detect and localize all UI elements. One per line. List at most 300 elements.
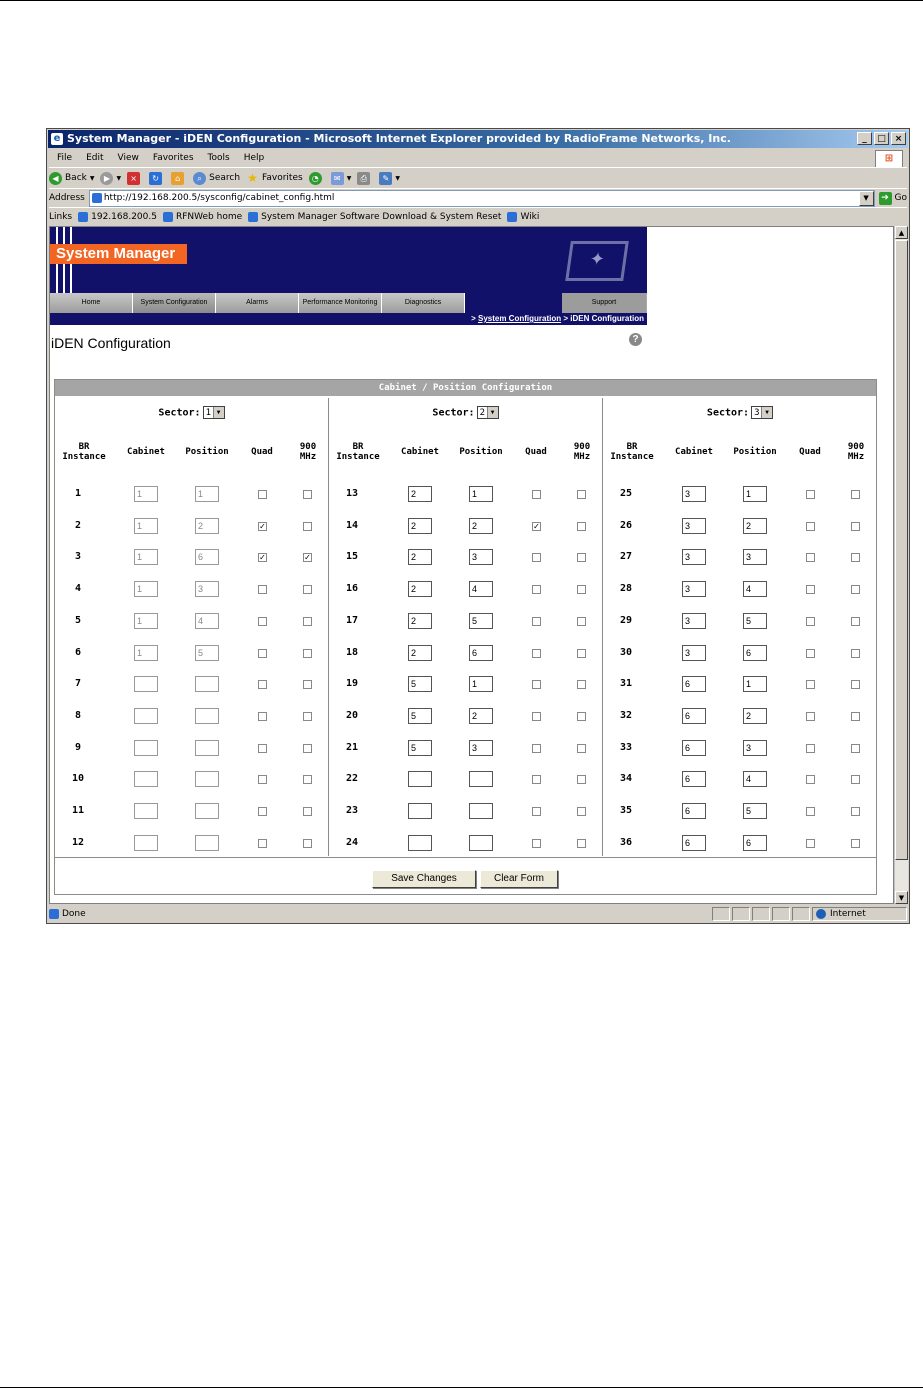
cabinet-input[interactable]: 1 <box>134 518 158 534</box>
go-button[interactable] <box>879 192 907 205</box>
nav-support[interactable]: Support <box>562 293 646 313</box>
table-row <box>55 549 329 565</box>
br-instance: 7 <box>74 678 82 690</box>
br-instance: 1 <box>74 488 82 499</box>
table-row <box>55 771 329 787</box>
quad-checkbox[interactable] <box>258 807 267 816</box>
cabinet-input[interactable]: 1 <box>134 549 158 565</box>
quad-checkbox[interactable] <box>532 649 541 658</box>
br-instance: 6 <box>74 646 82 658</box>
cabinet-input[interactable]: 5 <box>408 740 432 756</box>
900mhz-checkbox[interactable] <box>303 744 312 753</box>
print-button[interactable] <box>357 172 373 185</box>
900mhz-checkbox[interactable] <box>851 522 860 531</box>
table-row <box>329 549 603 565</box>
900mhz-checkbox[interactable] <box>851 807 860 816</box>
position-input[interactable]: 6 <box>743 645 767 661</box>
status-pane <box>772 907 790 921</box>
900mhz-checkbox[interactable] <box>851 553 860 562</box>
quad-checkbox[interactable] <box>532 585 541 594</box>
br-instance: 28 <box>619 583 633 595</box>
cabinet-input[interactable] <box>134 803 158 819</box>
br-instance: 33 <box>619 741 633 753</box>
position-input[interactable]: 3 <box>195 581 219 597</box>
position-input[interactable] <box>195 803 219 819</box>
col-header-quad: Quad <box>251 447 273 457</box>
search-button[interactable] <box>193 172 240 185</box>
address-label: Address <box>49 193 85 203</box>
menu-view[interactable]: View <box>117 152 139 163</box>
cabinet-input[interactable]: 3 <box>682 549 706 565</box>
quad-checkbox[interactable] <box>258 839 267 848</box>
stop-button[interactable] <box>127 172 143 185</box>
900mhz-checkbox[interactable] <box>577 490 586 499</box>
col-header-900mhz: 900 MHz <box>299 442 317 462</box>
table-row <box>329 771 603 787</box>
menu-file[interactable]: File <box>57 152 73 163</box>
clear-form-button[interactable]: Clear Form <box>480 870 558 888</box>
br-instance: 31 <box>619 678 633 690</box>
position-input[interactable] <box>195 740 219 756</box>
quad-checkbox[interactable] <box>806 680 815 689</box>
900mhz-checkbox[interactable] <box>577 839 586 848</box>
cabinet-input[interactable]: 1 <box>134 613 158 629</box>
link-item[interactable] <box>163 212 242 222</box>
cabinet-input[interactable] <box>134 708 158 724</box>
table-row <box>603 645 877 661</box>
quad-checkbox[interactable] <box>806 712 815 721</box>
900mhz-checkbox[interactable] <box>303 649 312 658</box>
go-label: Go <box>894 193 907 203</box>
vertical-scrollbar[interactable] <box>894 226 908 904</box>
br-instance: 4 <box>74 583 82 595</box>
cabinet-input[interactable]: 6 <box>682 771 706 787</box>
table-row <box>55 486 329 502</box>
table-row <box>329 708 603 724</box>
back-icon: ◀ <box>49 172 62 185</box>
table-row <box>329 581 603 597</box>
menu-bar <box>49 149 907 166</box>
position-input[interactable]: 4 <box>743 771 767 787</box>
900mhz-checkbox[interactable] <box>577 712 586 721</box>
900mhz-checkbox[interactable] <box>303 522 312 531</box>
quad-checkbox[interactable] <box>258 617 267 626</box>
br-instance: 22 <box>345 773 359 785</box>
br-instance: 36 <box>619 836 633 848</box>
col-header-instance: BR Instance <box>610 442 654 462</box>
900mhz-checkbox[interactable] <box>577 617 586 626</box>
cabinet-input[interactable]: 3 <box>682 581 706 597</box>
position-input[interactable]: 6 <box>469 645 493 661</box>
col-header-cabinet: Cabinet <box>675 447 713 457</box>
position-input[interactable]: 1 <box>743 676 767 692</box>
quad-checkbox[interactable] <box>258 585 267 594</box>
position-input[interactable]: 3 <box>743 549 767 565</box>
edit-button[interactable]: ✎ ▼ <box>379 172 400 185</box>
scroll-up-arrow[interactable]: ▲ <box>895 226 908 239</box>
position-input[interactable] <box>195 835 219 851</box>
quad-checkbox[interactable] <box>258 712 267 721</box>
cabinet-input[interactable] <box>134 771 158 787</box>
cabinet-input[interactable]: 2 <box>408 645 432 661</box>
900mhz-checkbox[interactable] <box>303 680 312 689</box>
quad-checkbox[interactable] <box>806 522 815 531</box>
900mhz-checkbox[interactable] <box>851 649 860 658</box>
br-instance: 18 <box>345 646 359 658</box>
br-instance: 34 <box>619 773 633 785</box>
cabinet-input[interactable]: 3 <box>682 613 706 629</box>
quad-checkbox[interactable] <box>806 490 815 499</box>
page-viewport <box>49 226 894 904</box>
position-input[interactable] <box>469 771 493 787</box>
900mhz-checkbox[interactable] <box>577 553 586 562</box>
quad-checkbox[interactable] <box>806 839 815 848</box>
sector-select[interactable] <box>203 406 225 419</box>
position-input[interactable]: 2 <box>195 518 219 534</box>
col-header-instance: BR Instance <box>336 442 380 462</box>
help-icon[interactable]: ? <box>629 333 642 346</box>
cabinet-input[interactable]: 1 <box>134 645 158 661</box>
table-row <box>55 518 329 534</box>
save-changes-button[interactable]: Save Changes <box>372 870 476 888</box>
cabinet-input[interactable]: 6 <box>682 708 706 724</box>
br-instance: 13 <box>345 488 359 499</box>
cabinet-input[interactable] <box>408 771 432 787</box>
table-row <box>329 486 603 502</box>
quad-checkbox[interactable] <box>806 744 815 753</box>
favorites-button[interactable] <box>246 172 303 185</box>
position-input[interactable]: 1 <box>195 486 219 502</box>
cabinet-input[interactable]: 5 <box>408 708 432 724</box>
br-instance: 21 <box>345 741 359 753</box>
status-pane <box>792 907 810 921</box>
position-input[interactable]: 3 <box>743 740 767 756</box>
link-item[interactable] <box>507 212 539 222</box>
position-input[interactable]: 1 <box>469 676 493 692</box>
cabinet-input[interactable]: 3 <box>682 645 706 661</box>
900mhz-checkbox[interactable] <box>577 775 586 784</box>
br-instance: 19 <box>345 678 359 690</box>
900mhz-checkbox[interactable] <box>303 807 312 816</box>
quad-checkbox[interactable] <box>532 775 541 784</box>
quad-checkbox[interactable] <box>806 585 815 594</box>
cabinet-input[interactable]: 2 <box>408 518 432 534</box>
table-row <box>603 613 877 629</box>
print-icon: ⎙ <box>357 172 370 185</box>
quad-checkbox[interactable] <box>806 649 815 658</box>
position-input[interactable] <box>469 835 493 851</box>
nav-performance-monitoring[interactable]: Performance Monitoring <box>299 293 382 313</box>
mail-button[interactable]: ✉ ▼ <box>331 172 352 185</box>
nav-diagnostics[interactable]: Diagnostics <box>382 293 465 313</box>
900mhz-checkbox[interactable] <box>577 649 586 658</box>
quad-checkbox[interactable] <box>532 617 541 626</box>
sector-column <box>603 398 877 856</box>
forward-button[interactable]: ▶ ▼ <box>100 172 121 185</box>
breadcrumb-link[interactable]: System Configuration <box>477 314 562 323</box>
br-instance: 3 <box>74 551 82 563</box>
quad-checkbox[interactable] <box>258 649 267 658</box>
quad-checkbox[interactable] <box>532 553 541 562</box>
900mhz-checkbox[interactable] <box>303 712 312 721</box>
cabinet-input[interactable] <box>134 835 158 851</box>
close-button[interactable]: × <box>891 132 906 145</box>
maximize-button[interactable]: □ <box>874 132 889 145</box>
position-input[interactable] <box>195 708 219 724</box>
cabinet-input[interactable]: 6 <box>682 835 706 851</box>
900mhz-checkbox[interactable] <box>577 680 586 689</box>
quad-checkbox[interactable] <box>806 807 815 816</box>
900mhz-checkbox[interactable] <box>851 617 860 626</box>
brand-logo: System Manager <box>50 244 187 264</box>
br-instance: 24 <box>345 836 359 848</box>
cabinet-input[interactable]: 2 <box>408 613 432 629</box>
position-input[interactable] <box>195 676 219 692</box>
page-title: iDEN Configuration <box>51 335 171 351</box>
br-instance: 11 <box>71 805 85 816</box>
mail-icon: ✉ <box>331 172 344 185</box>
status-pane <box>732 907 750 921</box>
config-panel <box>54 379 877 895</box>
br-instance: 32 <box>619 709 633 721</box>
900mhz-checkbox[interactable]: ✓ <box>304 553 311 563</box>
windows-logo-icon: ⊞ <box>875 150 903 168</box>
position-input[interactable] <box>469 803 493 819</box>
position-input[interactable]: 2 <box>743 708 767 724</box>
scroll-down-arrow[interactable]: ▼ <box>895 891 908 904</box>
quad-checkbox[interactable] <box>258 680 267 689</box>
address-bar <box>49 188 907 207</box>
cabinet-input[interactable] <box>408 803 432 819</box>
status-text: Done <box>62 909 86 919</box>
900mhz-checkbox[interactable] <box>303 585 312 594</box>
quad-checkbox[interactable] <box>258 775 267 784</box>
col-header-900mhz: 900 MHz <box>847 442 865 462</box>
quad-checkbox[interactable]: ✓ <box>533 521 540 531</box>
position-input[interactable]: 1 <box>469 486 493 502</box>
position-input[interactable] <box>195 771 219 787</box>
home-icon: ⌂ <box>171 172 184 185</box>
table-row <box>329 740 603 756</box>
table-row <box>603 835 877 851</box>
900mhz-checkbox[interactable] <box>577 807 586 816</box>
position-input[interactable]: 6 <box>743 835 767 851</box>
cabinet-input[interactable]: 6 <box>682 740 706 756</box>
quad-checkbox[interactable] <box>532 807 541 816</box>
sector-select[interactable] <box>751 406 773 419</box>
col-header-900mhz: 900 MHz <box>573 442 591 462</box>
position-input[interactable]: 2 <box>469 708 493 724</box>
position-input[interactable]: 3 <box>469 549 493 565</box>
br-instance: 12 <box>71 836 85 848</box>
home-button[interactable] <box>171 172 187 185</box>
900mhz-checkbox[interactable] <box>851 490 860 499</box>
cabinet-input[interactable]: 2 <box>408 486 432 502</box>
table-row <box>329 676 603 692</box>
quad-checkbox[interactable] <box>532 712 541 721</box>
table-row <box>603 708 877 724</box>
title-bar <box>48 130 908 148</box>
sector-header <box>55 406 328 419</box>
cabinet-input[interactable]: 6 <box>682 803 706 819</box>
position-input[interactable]: 5 <box>743 613 767 629</box>
position-input[interactable]: 6 <box>195 549 219 565</box>
br-instance: 23 <box>345 805 359 816</box>
breadcrumb <box>50 313 647 325</box>
900mhz-checkbox[interactable] <box>851 680 860 689</box>
quad-checkbox[interactable]: ✓ <box>259 521 266 531</box>
address-input[interactable] <box>89 190 875 207</box>
sector-label: Sector: <box>158 407 201 419</box>
link-item[interactable] <box>78 212 157 222</box>
breadcrumb-current: > iDEN Configuration <box>561 314 644 323</box>
col-header-position: Position <box>459 447 503 457</box>
page-icon <box>49 909 59 919</box>
toolbar <box>49 167 907 188</box>
cabinet-input[interactable]: 3 <box>682 486 706 502</box>
900mhz-checkbox[interactable] <box>303 490 312 499</box>
quad-checkbox[interactable] <box>532 744 541 753</box>
scroll-thumb[interactable] <box>895 240 908 860</box>
cabinet-input[interactable] <box>134 676 158 692</box>
position-input[interactable]: 2 <box>743 518 767 534</box>
forward-icon: ▶ <box>100 172 113 185</box>
quad-checkbox[interactable] <box>532 680 541 689</box>
table-row <box>55 708 329 724</box>
back-button[interactable]: ◀ Back ▼ <box>49 172 94 185</box>
cabinet-input[interactable] <box>134 740 158 756</box>
quad-checkbox[interactable] <box>532 839 541 848</box>
browser-window <box>46 128 910 924</box>
status-bar <box>49 906 907 922</box>
col-header-cabinet: Cabinet <box>401 447 439 457</box>
menu-help[interactable]: Help <box>243 152 265 163</box>
chevron-down-icon: ▼ <box>761 407 772 418</box>
link-label: RFNWeb home <box>175 211 243 222</box>
sector-select[interactable] <box>477 406 499 419</box>
position-input[interactable]: 5 <box>743 803 767 819</box>
menu-tools[interactable]: Tools <box>207 152 230 163</box>
document-top-rule <box>0 0 923 1</box>
star-icon: ★ <box>247 170 258 185</box>
cabinet-input[interactable]: 2 <box>408 581 432 597</box>
sector-value: 1 <box>205 408 211 418</box>
900mhz-checkbox[interactable] <box>303 617 312 626</box>
table-row <box>55 835 329 851</box>
position-input[interactable]: 2 <box>469 518 493 534</box>
sector-value: 3 <box>754 408 760 418</box>
ie-icon: e <box>51 133 63 145</box>
cabinet-input[interactable]: 6 <box>682 676 706 692</box>
link-label: Wiki <box>520 211 540 222</box>
900mhz-checkbox[interactable] <box>851 712 860 721</box>
cabinet-input[interactable]: 3 <box>682 518 706 534</box>
position-input[interactable]: 4 <box>195 613 219 629</box>
nav-system-configuration[interactable]: System Configuration <box>133 293 216 313</box>
quad-checkbox[interactable]: ✓ <box>259 553 266 563</box>
position-input[interactable]: 4 <box>743 581 767 597</box>
back-label: Back <box>65 173 87 183</box>
br-instance: 25 <box>619 488 633 499</box>
br-instance: 9 <box>74 741 82 753</box>
address-dropdown[interactable]: ▼ <box>859 191 874 206</box>
cabinet-input[interactable]: 2 <box>408 549 432 565</box>
position-input[interactable]: 5 <box>195 645 219 661</box>
refresh-button[interactable] <box>149 172 165 185</box>
page-icon <box>163 212 173 222</box>
history-button[interactable] <box>309 172 325 185</box>
cabinet-input[interactable]: 5 <box>408 676 432 692</box>
col-header-cabinet: Cabinet <box>127 447 165 457</box>
col-header-instance: BR Instance <box>62 442 106 462</box>
900mhz-checkbox[interactable] <box>303 775 312 784</box>
table-row <box>55 613 329 629</box>
page-icon <box>78 212 88 222</box>
br-instance: 2 <box>74 519 82 531</box>
table-row <box>603 771 877 787</box>
900mhz-checkbox[interactable] <box>851 839 860 848</box>
col-header-position: Position <box>185 447 229 457</box>
900mhz-checkbox[interactable] <box>851 775 860 784</box>
cabinet-input[interactable] <box>408 835 432 851</box>
stop-icon: × <box>127 172 140 185</box>
edit-icon: ✎ <box>379 172 392 185</box>
quad-checkbox[interactable] <box>806 553 815 562</box>
position-input[interactable]: 3 <box>469 740 493 756</box>
nav-home[interactable]: Home <box>50 293 133 313</box>
br-instance: 15 <box>345 551 359 563</box>
900mhz-checkbox[interactable] <box>851 744 860 753</box>
menu-edit[interactable]: Edit <box>86 152 104 163</box>
table-row <box>603 803 877 819</box>
br-instance: 10 <box>71 773 85 785</box>
900mhz-checkbox[interactable] <box>303 839 312 848</box>
table-row <box>603 486 877 502</box>
br-instance: 8 <box>74 709 82 721</box>
quad-checkbox[interactable] <box>258 490 267 499</box>
link-item[interactable] <box>248 212 501 222</box>
table-row <box>329 803 603 819</box>
window-title: System Manager - iDEN Configuration - Microsoft Internet Explorer provided by RadioFrame Networks, Inc. <box>67 132 731 145</box>
900mhz-checkbox[interactable] <box>577 744 586 753</box>
table-row <box>55 645 329 661</box>
nav-alarms[interactable]: Alarms <box>216 293 299 313</box>
quad-checkbox[interactable] <box>806 775 815 784</box>
cabinet-input[interactable]: 1 <box>134 486 158 502</box>
go-arrow-icon: ➔ <box>879 192 892 205</box>
900mhz-checkbox[interactable] <box>577 585 586 594</box>
link-label: 192.168.200.5 <box>91 211 157 222</box>
menu-favorites[interactable]: Favorites <box>152 152 194 163</box>
quad-checkbox[interactable] <box>532 490 541 499</box>
quad-checkbox[interactable] <box>806 617 815 626</box>
security-zone <box>812 907 907 921</box>
globe-icon <box>816 909 826 919</box>
quad-checkbox[interactable] <box>258 744 267 753</box>
900mhz-checkbox[interactable] <box>851 585 860 594</box>
position-input[interactable]: 1 <box>743 486 767 502</box>
document-bottom-rule <box>0 1387 923 1388</box>
900mhz-checkbox[interactable] <box>577 522 586 531</box>
search-icon: ⌕ <box>193 172 206 185</box>
minimize-button[interactable]: _ <box>857 132 872 145</box>
sector-label: Sector: <box>706 407 750 419</box>
cabinet-input[interactable]: 1 <box>134 581 158 597</box>
table-row <box>603 676 877 692</box>
position-input[interactable]: 4 <box>469 581 493 597</box>
table-row <box>603 740 877 756</box>
position-input[interactable]: 5 <box>469 613 493 629</box>
